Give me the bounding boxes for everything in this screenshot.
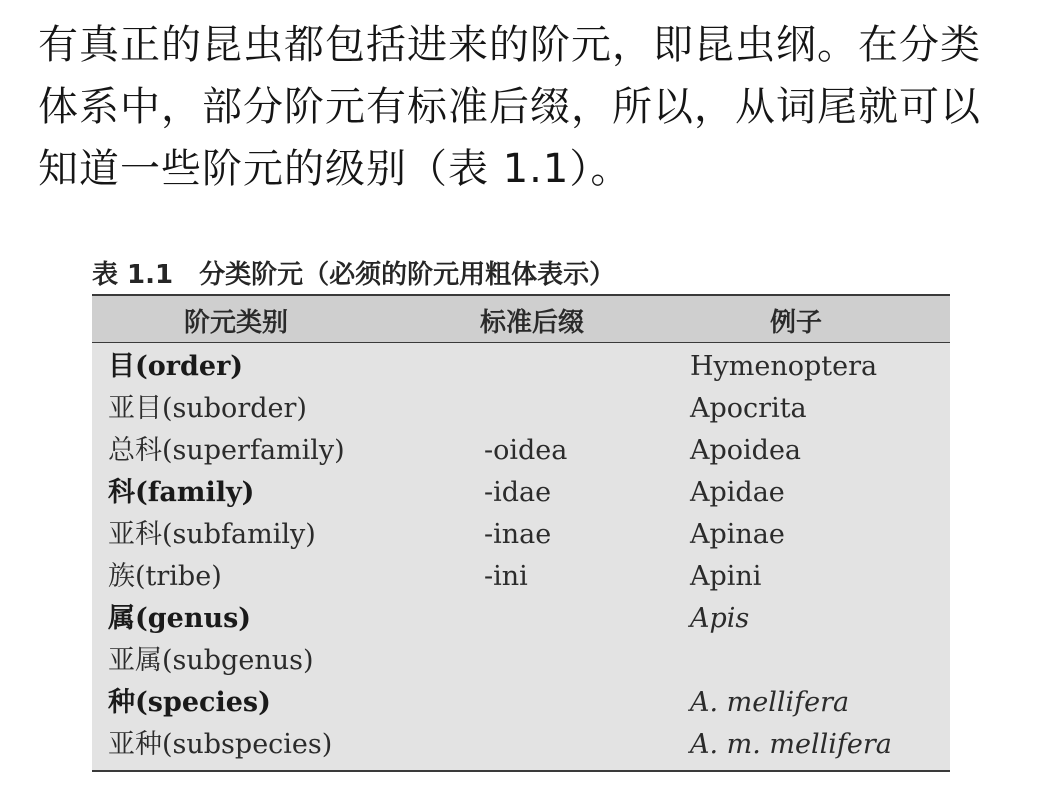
taxonomy-table xyxy=(92,294,950,772)
example-cell: Apidae xyxy=(690,477,785,508)
paragraph-line-1: 有真正的昆虫都包括进来的阶元，即昆虫纲。在分类 xyxy=(38,22,981,68)
table-caption xyxy=(92,254,615,291)
example-cell: Apini xyxy=(690,561,762,592)
rank-cell: 亚目(suborder) xyxy=(108,393,307,424)
suffix-cell: -inae xyxy=(484,519,552,550)
paragraph-line-2: 体系中，部分阶元有标准后缀，所以，从词尾就可以 xyxy=(38,84,981,130)
header-rank: 阶元类别 xyxy=(184,308,289,338)
header-example: 例子 xyxy=(770,308,823,338)
example-cell: Apinae xyxy=(690,519,785,550)
body-paragraph xyxy=(38,14,1008,200)
table-header xyxy=(92,296,950,343)
rank-cell: 族(tribe) xyxy=(108,561,222,592)
rank-cell: 科(family) xyxy=(108,477,255,508)
table-row xyxy=(92,556,950,598)
table-caption-number: 表 1.1 xyxy=(92,260,174,290)
table-row xyxy=(92,724,950,766)
table-row xyxy=(92,640,950,682)
rank-cell: 种(species) xyxy=(108,687,271,718)
example-cell: Apis xyxy=(690,603,750,634)
rank-cell: 目(order) xyxy=(108,351,244,382)
table-row xyxy=(92,682,950,724)
table-caption-text: 分类阶元（必须的阶元用粗体表示） xyxy=(199,260,616,290)
table-row xyxy=(92,514,950,556)
example-cell: A. mellifera xyxy=(690,687,850,718)
table-row xyxy=(92,472,950,514)
rank-cell: 亚种(subspecies) xyxy=(108,729,333,760)
rank-cell: 亚属(subgenus) xyxy=(108,645,314,676)
suffix-cell: -oidea xyxy=(484,435,568,466)
example-cell: A. m. mellifera xyxy=(690,729,892,760)
rank-cell: 亚科(subfamily) xyxy=(108,519,316,550)
table-row xyxy=(92,346,950,388)
table-row xyxy=(92,598,950,640)
suffix-cell: -ini xyxy=(484,561,528,592)
rank-cell: 属(genus) xyxy=(108,603,252,634)
header-suffix: 标准后缀 xyxy=(480,308,585,338)
table-row xyxy=(92,388,950,430)
example-cell: Hymenoptera xyxy=(690,351,878,382)
suffix-cell: -idae xyxy=(484,477,552,508)
example-cell: Apoidea xyxy=(690,435,802,466)
table-row xyxy=(92,430,950,472)
example-cell: Apocrita xyxy=(690,393,807,424)
rank-cell: 总科(superfamily) xyxy=(108,435,345,466)
paragraph-line-3: 知道一些阶元的级别（表 1.1）。 xyxy=(38,146,632,192)
